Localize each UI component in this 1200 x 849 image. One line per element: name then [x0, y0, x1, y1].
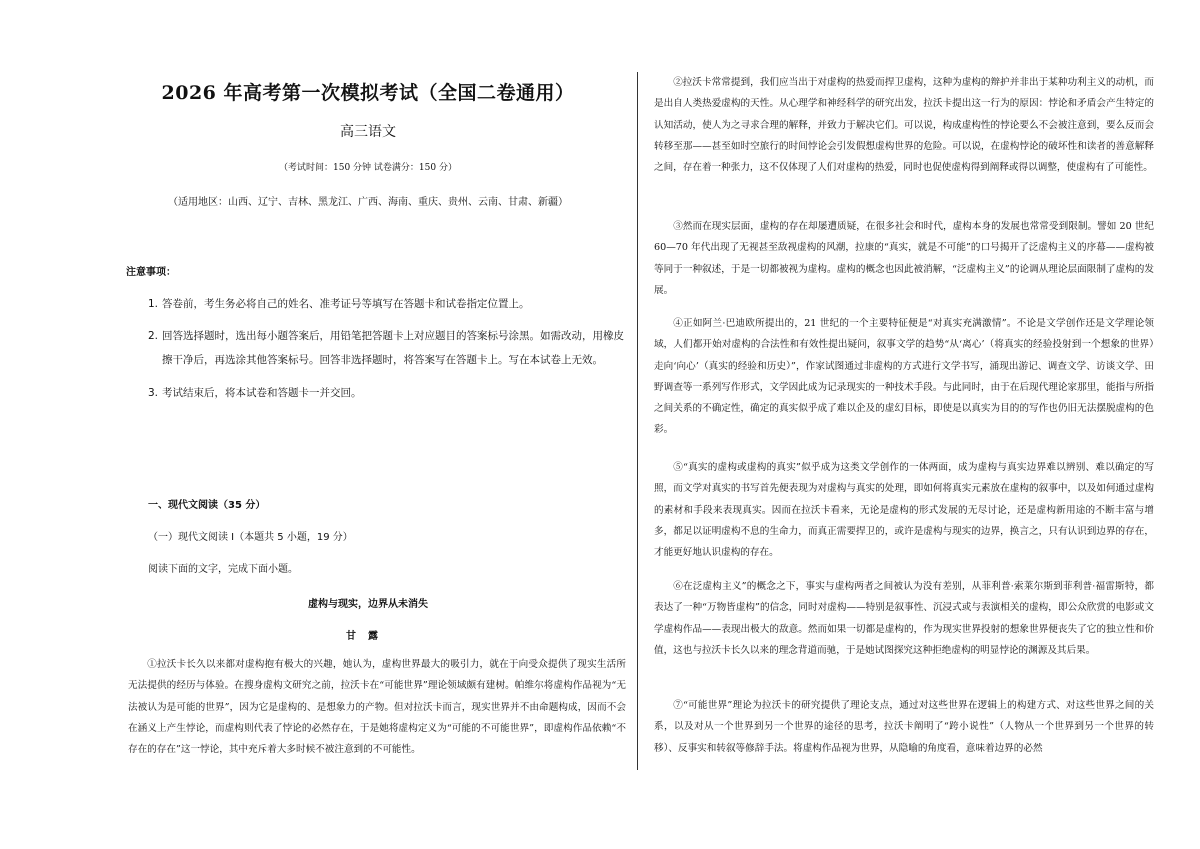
notice-text: 考试结束后，将本试卷和答题卡一并交回。: [162, 387, 362, 399]
subsection-heading: （一）现代文阅读 I（本题共 5 小题，19 分）: [148, 532, 353, 543]
notice-number: 3.: [148, 387, 159, 399]
article-paragraph: ⑤“真实的虚构或虚构的真实”似乎成为这类文学创作的一体两面，成为虚构与真实边界难以辨别、难以确定的写照，而文学对真实的书写首先便表现为对虚构与真实的处理，即如何将真实元素放在虚构的叙事中，以及如何通过虚构的素材和手段来表现真实。因而在拉沃卡看来，无论是虚构的形式发展的无尽讨论，还是虚构新用途的不断丰富与增多，都足以证明虚构不息的生命力，而真正需要捍卫的，或许是虚构与现实的边界，换言之，只有认识到边界的存在，才能更好地认识虚构的存在。: [654, 462, 1154, 559]
article-author: 甘露: [346, 631, 390, 642]
notice-text: 答卷前，考生务必将自己的姓名、准考证号等填写在答题卡和试卷指定位置上。: [162, 298, 530, 310]
article-paragraph: ②拉沃卡常常提到，我们应当出于对虚构的热爱而捍卫虚构，这种为虚构的辩护并非出于某种功利主义的动机，而是出自人类热爱虚构的天性。从心理学和神经科学的研究出发，拉沃卡提出这一行为的原因：悖论和矛盾会产生特定的认知活动，使人为之寻求合理的解释，并致力于解决它们。可以说，构成虚构性的悖论要么不会被注意到，要么反而会转移至那——甚至如时空旅行的时间悖论会引发假想虚构世界的危险。可以说，在虚构悖论的破坏性和读者的善意解释之间，存在着一种张力，这不仅体现了人们对虚构的热爱，同时也促使虚构得到阐释或得以调整，使虚构有了可能性。: [654, 77, 1154, 174]
notice-item: [148, 381, 626, 405]
article-paragraph: ⑦“可能世界”理论为拉沃卡的研究提供了理论支点，通过对这些世界在逻辑上的构建方式、对这些世界之间的关系，以及对从一个世界到另一个世界的途径的思考，拉沃卡阐明了“跨小说性”（人物从一个世界到另一个世界的转移）、反事实和转叙等修辞手法。将虚构作品视为世界，从隐喻的角度看，意味着边界的必然: [654, 700, 1154, 754]
notice-item: [148, 324, 626, 372]
exam-title: 2026 年高考第一次模拟考试（全国二卷通用）: [161, 82, 575, 104]
notice-item: [148, 292, 626, 316]
notice-heading: 注意事项：: [126, 267, 176, 278]
column-divider: [637, 72, 638, 770]
exam-time-score: （考试时间：150 分钟 试卷满分：150 分）: [279, 163, 457, 173]
notice-number: 2.: [148, 330, 159, 342]
notice-number: 1.: [148, 298, 159, 310]
applicable-regions: （适用地区：山西、辽宁、吉林、黑龙江、广西、海南、重庆、贵州、云南、甘肃、新疆）: [168, 197, 568, 208]
article-paragraph: ⑥在泛虚构主义”的概念之下，事实与虚构两者之间被认为没有差别，从菲利普·索莱尔斯到菲利普·福雷斯特，都表达了一种“万物皆虚构”的信念，同时对虚构——特别是叙事性、沉浸式或与表演相关的虚构，即公众欣赏的电影或文学虚构作品——表现出极大的敌意。然而如果一切都是虚构的，作为现实世界投射的想象世界便丧失了它的独立性和价值，这也与拉沃卡长久以来的理念背道而驰，于是她试图探究这种拒绝虚构的明显悖论的渊源及其后果。: [654, 581, 1154, 656]
article-paragraph: ④正如阿兰·巴迪欧所提出的，21 世纪的一个主要特征便是“对真实充满激情”。不论是文学创作还是文学理论领域，人们都开始对虚构的合法性和有效性提出疑问，叙事文学的趋势“从‘离心’（将真实的经验投射到一个想象的世界）走向‘向心’（真实的经验和历史）”，作家试图通过非虚构的方式进行文学书写，涌现出游记、调查文学、访谈文学、田野调查等一系列写作形式，文学因此成为记录现实的一种技术手段。与此同时，由于在后现代理论家那里，能指与所指之间关系的不确定性，确定的真实似乎成了难以企及的虚幻目标，即使是以真实为目的的写作也仍旧无法摆脱虚构的色彩。: [654, 318, 1154, 436]
reading-instruction: 阅读下面的文字，完成下面小题。: [148, 564, 298, 575]
notice-text: 回答选择题时，选出每小题答案后，用铅笔把答题卡上对应题目的答案标号涂黑。如需改动，用橡皮擦干净后，再选涂其他答案标号。回答非选择题时，将答案写在答题卡上。写在本试卷上无效。: [162, 330, 624, 366]
article-paragraph: ①拉沃卡长久以来都对虚构抱有极大的兴趣，她认为，虚构世界最大的吸引力，就在于向受众提供了现实生活所无法提供的经历与体验。在搜身虚构文研究之前，拉沃卡在“可能世界”理论领域颇有建树。帕维尔将虚构作品视为“无法被认为是可能的世界”，因为它是虚构的、是想象力的产物。但对拉沃卡而言，现实世界并不由命题构成，因而不会在涵义上产生悖论，而虚构则代表了悖论的必然存在，于是她将虚构定义为“可能的不可能世界”，即虚构作品依赖“不存在的存在”这一悖论，其中充斥着大多时候不被注意到的不可能性。: [128, 659, 626, 756]
exam-subject: 高三语文: [340, 124, 396, 140]
article-paragraph: ③然而在现实层面，虚构的存在却屡遭质疑，在很多社会和时代，虚构本身的发展也常常受到限制。譬如 20 世纪 60—70 年代出现了无视甚至敌视虚构的风潮，拉康的“真实，就是不可能”的口号揭开了泛虚构主义的序幕——虚构被等同于一种叙述，于是一切都被视为虚构。虚构的概念也因此被消解，“泛虚构主义”的论调从理论层面限制了虚构的发展。: [654, 221, 1154, 296]
section-heading: 一、现代文阅读（35 分）: [148, 500, 266, 511]
article-title: 虚构与现实，边界从未消失: [308, 599, 428, 610]
